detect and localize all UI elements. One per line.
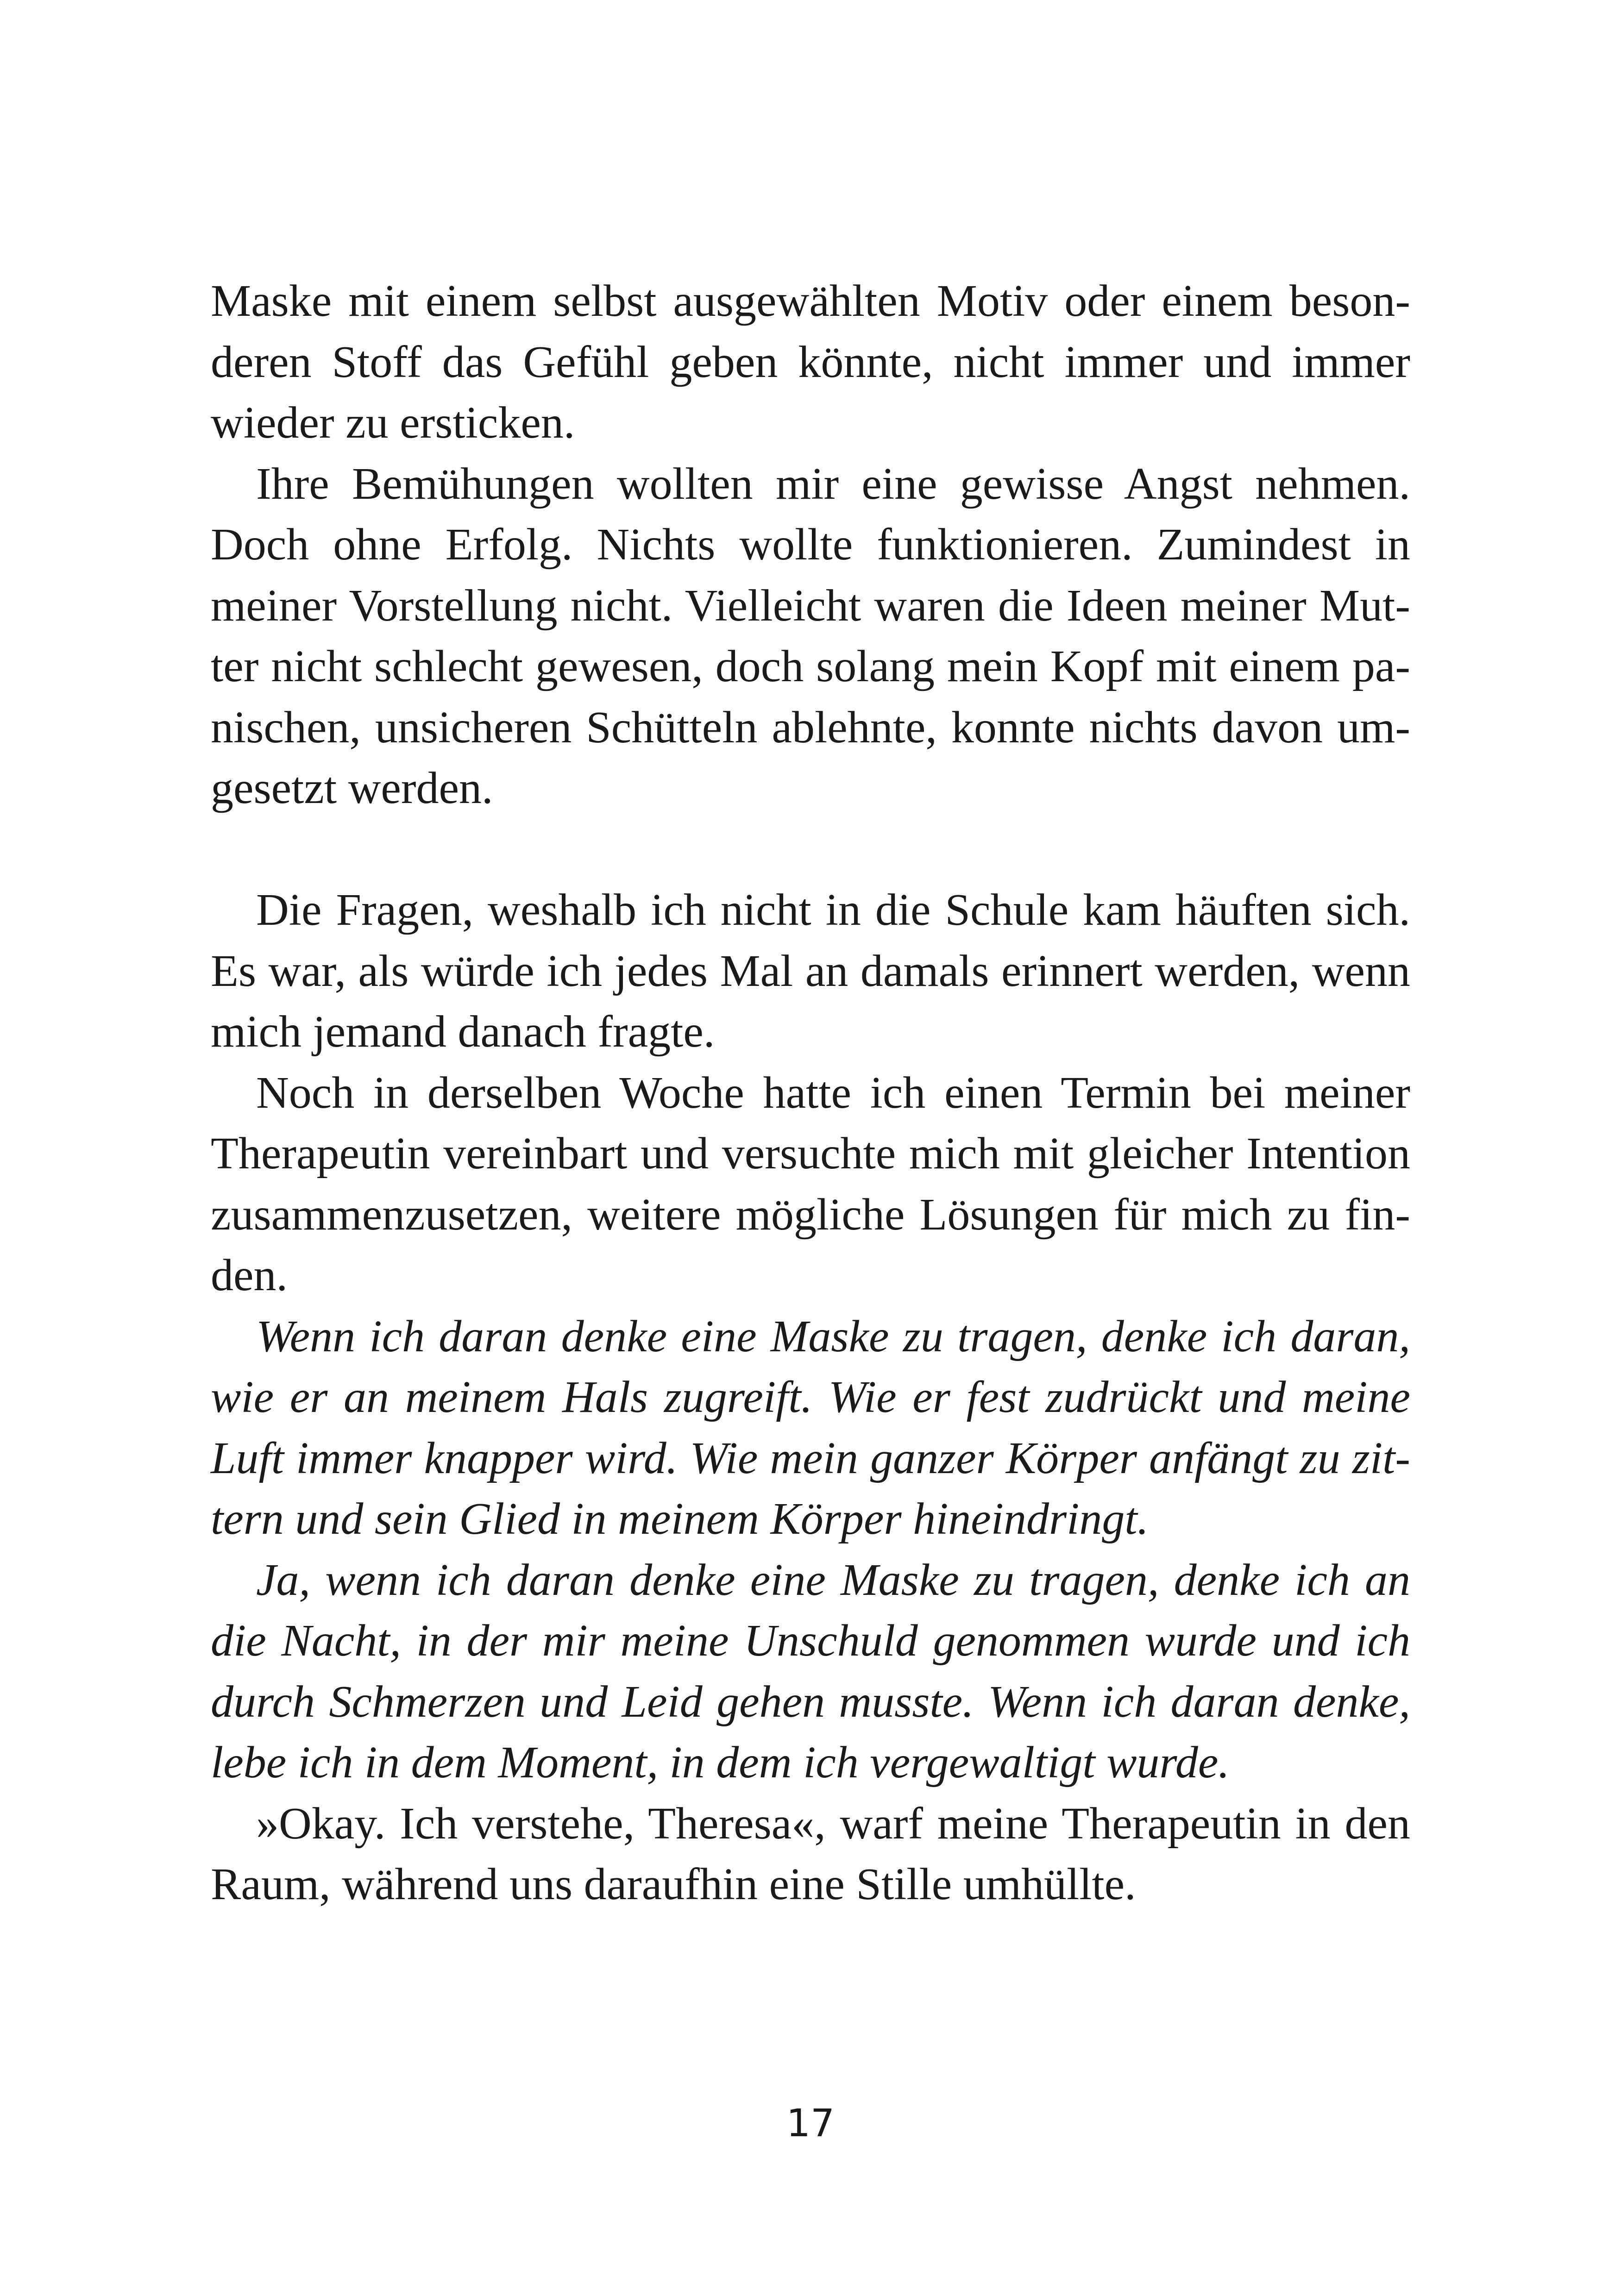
text-line: Raum, während uns daraufhin eine Stille umhüllte. xyxy=(211,1859,1136,1909)
text-line: wieder zu ersticken. xyxy=(211,398,575,448)
text-line: Luft immer knapper wird. Wie mein ganzer Körper anfängt zu zit- xyxy=(211,1433,1410,1483)
text-line: ter nicht schlecht gewesen, doch solang mein Kopf mit einem pa- xyxy=(211,641,1410,691)
text-line: wie er an meinem Hals zugreift. Wie er fest zudrückt und meine xyxy=(211,1372,1410,1422)
text-line: Noch in derselben Woche hatte ich einen Termin bei meiner xyxy=(256,1067,1410,1118)
section-break xyxy=(211,819,1410,880)
text-line: gesetzt werden. xyxy=(211,763,493,813)
paragraph xyxy=(211,880,1410,1063)
text-line: mich jemand danach fragte. xyxy=(211,1007,715,1057)
text-line: Therapeutin vereinbart und versuchte mich mit gleicher Intention xyxy=(211,1129,1410,1179)
text-line: Wenn ich daran denke eine Maske zu tragen, denke ich daran, xyxy=(256,1311,1410,1361)
text-line: Maske mit einem selbst ausgewählten Motiv oder einem beson- xyxy=(211,276,1410,326)
text-line: die Nacht, in der mir meine Unschuld genommen wurde und ich xyxy=(211,1616,1410,1666)
text-line: lebe ich in dem Moment, in dem ich vergewaltigt wurde. xyxy=(211,1738,1230,1788)
text-line: durch Schmerzen und Leid gehen musste. Wenn ich daran denke, xyxy=(211,1676,1410,1727)
text-line: nischen, unsicheren Schütteln ablehnte, konnte nichts davon um- xyxy=(211,702,1410,753)
paragraph xyxy=(211,1794,1410,1915)
paragraph xyxy=(211,1063,1410,1306)
text-line: deren Stoff das Gefühl geben könnte, nicht immer und immer xyxy=(211,337,1410,387)
text-line: tern und sein Glied in meinem Körper hineindringt. xyxy=(211,1494,1149,1544)
text-line: Die Fragen, weshalb ich nicht in die Schule kam häuften sich. xyxy=(256,885,1410,935)
text-line: Ihre Bemühungen wollten mir eine gewisse Angst nehmen. xyxy=(256,458,1410,509)
text-line: den. xyxy=(211,1250,288,1300)
paragraph xyxy=(211,454,1410,819)
italic-paragraph xyxy=(211,1550,1410,1794)
text-line: meiner Vorstellung nicht. Vielleicht waren die Ideen meiner Mut- xyxy=(211,580,1410,631)
text-line: Es war, als würde ich jedes Mal an damals erinnert werden, wenn xyxy=(211,946,1410,996)
text-line: »Okay. Ich verstehe, Theresa«, warf meine Therapeutin in den xyxy=(256,1798,1410,1849)
text-line: Doch ohne Erfolg. Nichts wollte funktionieren. Zumindest in xyxy=(211,520,1410,570)
text-line: zusammenzusetzen, weitere mögliche Lösungen für mich zu fin- xyxy=(211,1189,1410,1240)
body-text xyxy=(211,271,1410,1915)
page-number: 17 xyxy=(786,2102,835,2145)
text-line: Ja, wenn ich daran denke eine Maske zu tragen, denke ich an xyxy=(256,1555,1410,1605)
paragraph xyxy=(211,271,1410,454)
italic-paragraph xyxy=(211,1306,1410,1550)
